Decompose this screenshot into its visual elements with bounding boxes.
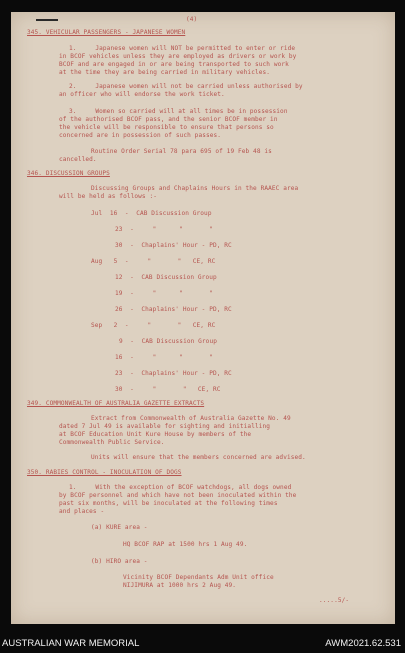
text-line: 1. With the exception of BCOF watchdogs, all dogs owned	[69, 484, 292, 491]
text-line: 23 - Chaplains' Hour - PD, RC	[115, 370, 232, 377]
text-line: in BCOF vehicles unless they are employed as drivers or work by	[59, 53, 297, 60]
text-line: 2. Japanese women will not be carried unless authorised by	[69, 83, 303, 90]
text-line: 9 - CAB Discussion Group	[119, 338, 217, 345]
text-line: concerned are in possession of such passes.	[59, 132, 222, 139]
text-line: and places -	[59, 508, 105, 515]
punch-mark	[36, 19, 58, 21]
text-line: BCOF and are engaged in or are being transported to such work	[59, 61, 289, 68]
text-line: an officer who will endorse the work ticket.	[59, 91, 225, 98]
section-heading: 346. DISCUSSION GROUPS	[27, 170, 110, 177]
text-line: 30 - " " CE, RC	[115, 386, 221, 393]
text-line: (4)	[186, 16, 198, 23]
text-line: 1. Japanese women will NOT be permitted to enter or ride	[69, 45, 296, 52]
text-line: at BCOF Education Unit Kure House by members of the	[59, 431, 252, 438]
text-line: 23 - " " "	[115, 226, 213, 233]
text-line: Commonwealth Public Service.	[59, 439, 165, 446]
footer-bar	[0, 635, 405, 653]
text-line: past six months, will be inoculated at the following times	[59, 500, 278, 507]
text-line: Extract from Commonwealth of Australia Gazette No. 49	[91, 415, 291, 422]
text-line: Aug 5 - " " CE, RC	[91, 258, 216, 265]
text-line: (a) KURE area -	[91, 524, 148, 531]
text-line: NIJIMURA at 1000 hrs 2 Aug 49.	[123, 582, 237, 589]
text-line: HQ BCOF RAP at 1500 hrs 1 Aug 49.	[123, 541, 248, 548]
text-line: Units will ensure that the members concerned are advised.	[91, 454, 306, 461]
section-heading: 345. VEHICULAR PASSENGERS - JAPANESE WOMEN	[27, 29, 186, 36]
text-line: 19 - " " "	[115, 290, 213, 297]
section-heading: 349. COMMONWEALTH OF AUSTRALIA GAZETTE EXTRACTS	[27, 400, 205, 407]
document-page	[11, 12, 395, 624]
text-line: .....5/-	[319, 597, 350, 604]
footer-id: AWM2021.62.531	[325, 638, 401, 649]
text-line: 26 - Chaplains' Hour - PD, RC	[115, 306, 232, 313]
text-line: cancelled.	[59, 156, 97, 163]
text-line: 12 - CAB Discussion Group	[115, 274, 217, 281]
text-line: by BCOF personnel and which have not been inoculated within the	[59, 492, 297, 499]
section-heading: 350. RABIES CONTROL - INOCULATION OF DOGS	[27, 469, 182, 476]
footer-source: AUSTRALIAN WAR MEMORIAL	[2, 638, 140, 649]
text-line: Jul 16 - CAB Discussion Group	[91, 210, 212, 217]
text-line: will be held as follows :-	[59, 193, 157, 200]
text-line: (b) HIRO area -	[91, 558, 148, 565]
text-line: Discussing Groups and Chaplains Hours in the RAAEC area	[91, 185, 299, 192]
text-line: Vicinity BCOF Dependants Adm Unit office	[123, 574, 274, 581]
text-line: 16 - " " "	[115, 354, 213, 361]
text-line: of the authorised BCOF pass, and the senior BCOF member in	[59, 116, 278, 123]
text-line: at the time they are being carried in military vehicles.	[59, 69, 271, 76]
text-line: dated 7 Jul 49 is available for sighting and initialling	[59, 423, 271, 430]
text-line: the vehicle will be responsible to ensure that persons so	[59, 124, 274, 131]
text-line: Sep 2 - " " CE, RC	[91, 322, 216, 329]
text-line: 3. Women so carried will at all times be in possession	[69, 108, 288, 115]
text-line: 30 - Chaplains' Hour - PD, RC	[115, 242, 232, 249]
text-line: Routine Order Serial 78 para 695 of 19 Feb 48 is	[91, 148, 272, 155]
